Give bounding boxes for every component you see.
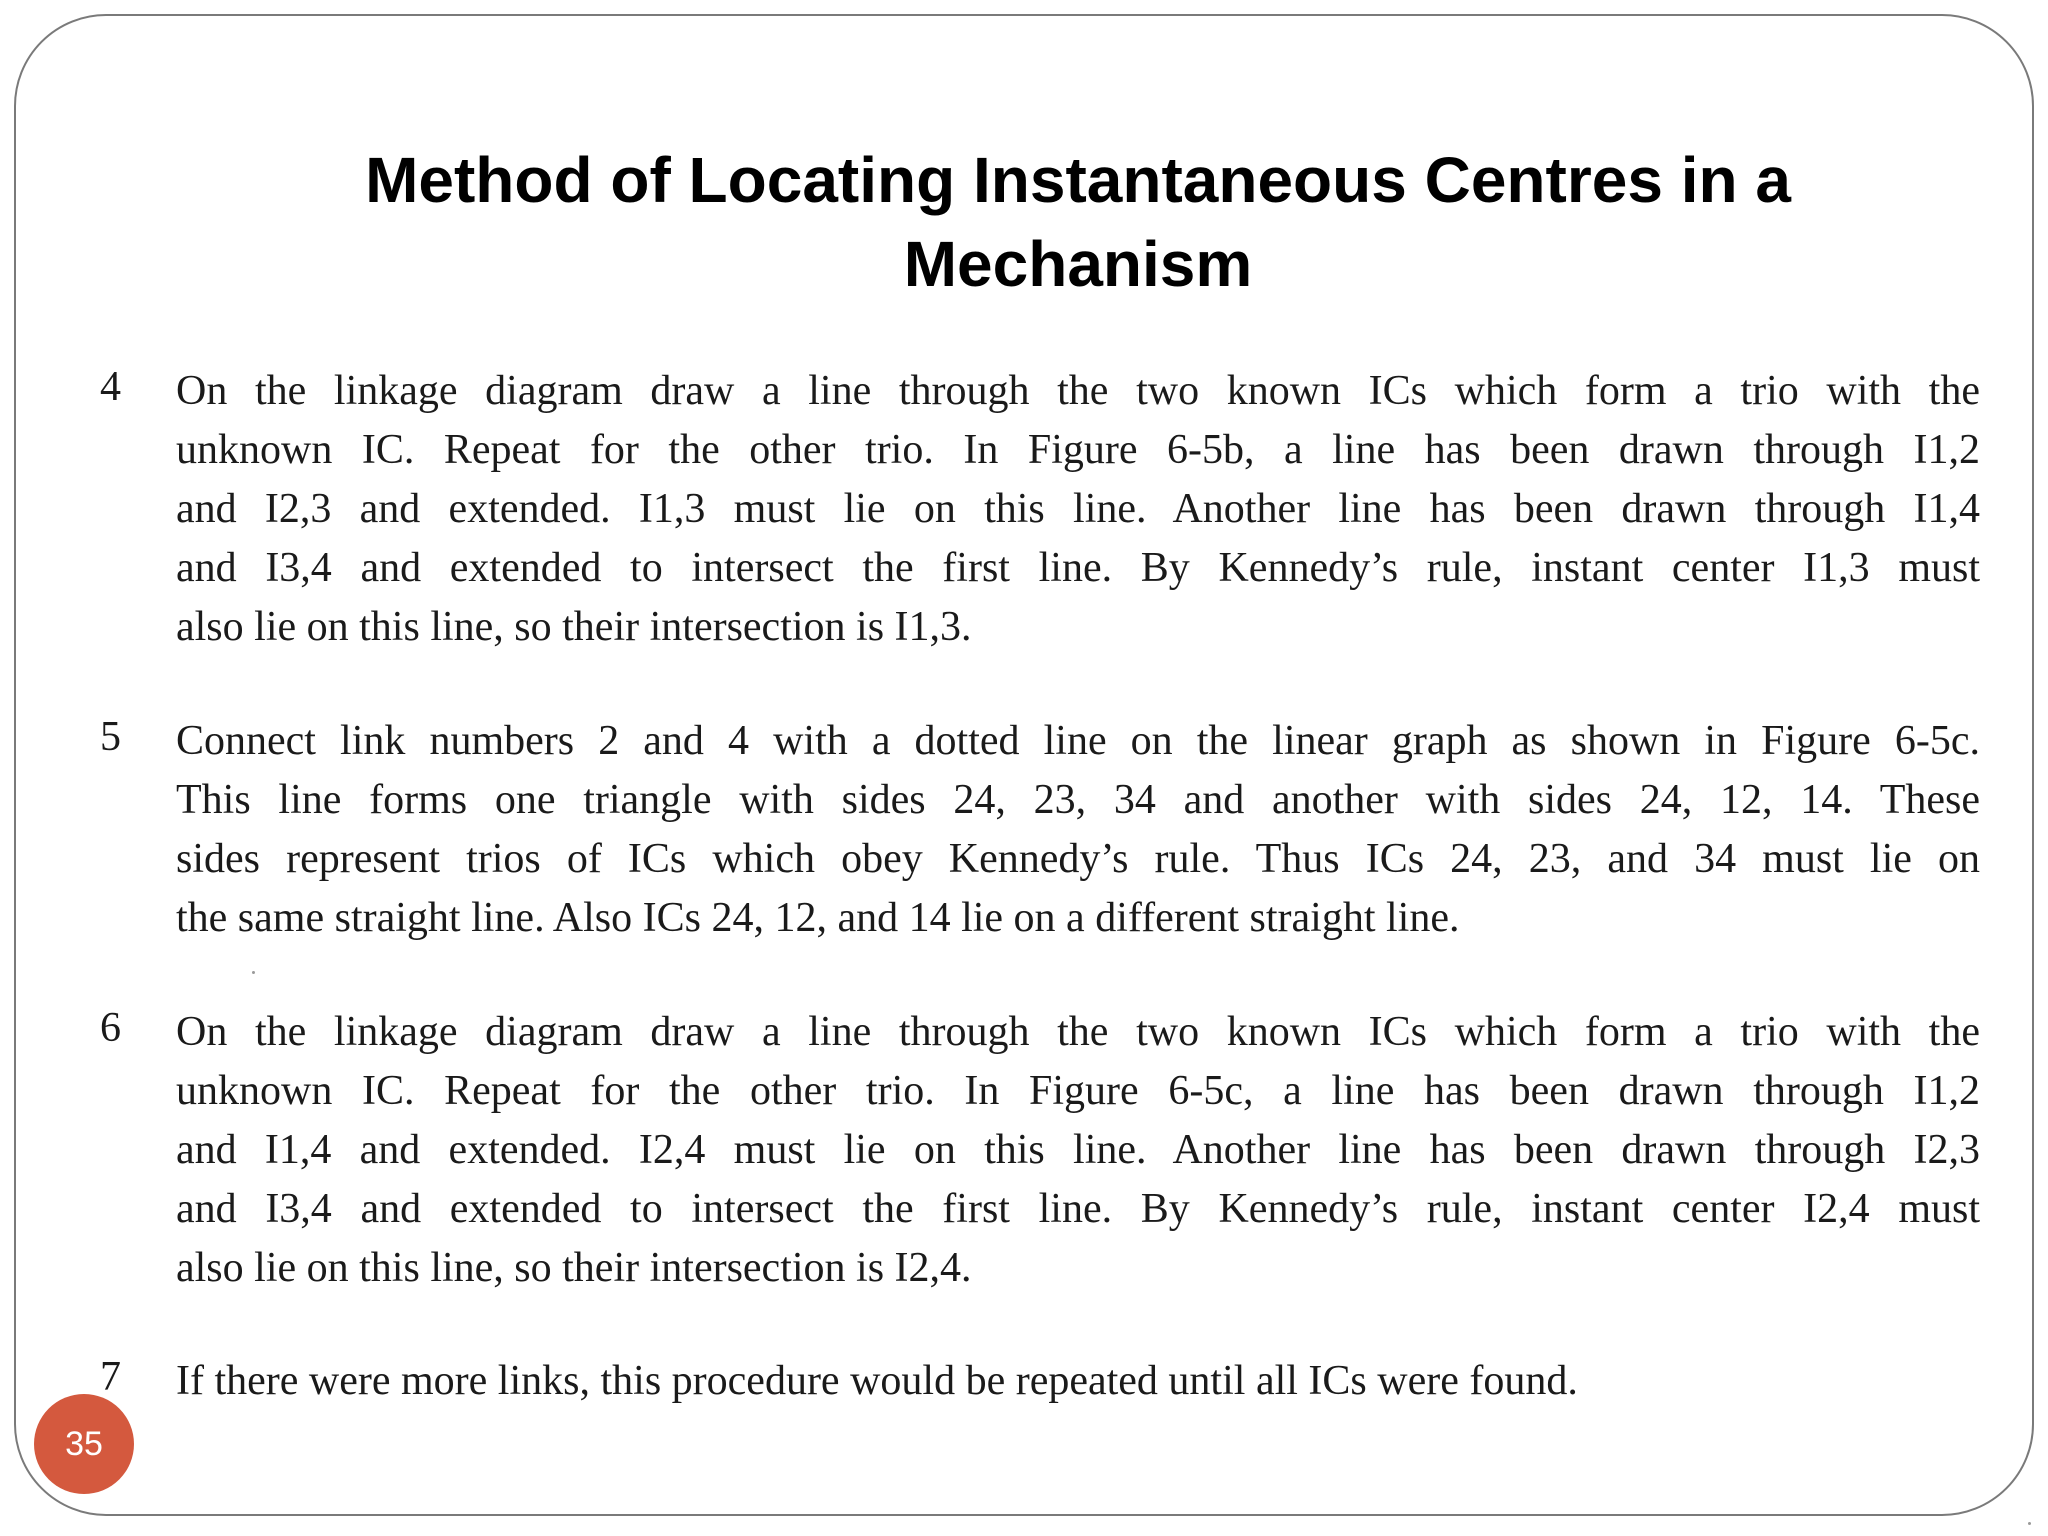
slide-title: Method of Locating Instantaneous Centres in a Mechanism <box>365 144 1791 300</box>
text-line: and I3,4 and extended to intersect the first line. By Kennedy’s rule, instant center I2,4 must <box>176 1186 1980 1232</box>
scan-speck <box>252 971 255 974</box>
paragraph-number: 7 <box>100 1354 121 1400</box>
text-line: unknown IC. Repeat for the other trio. In Figure 6-5b, a line has been drawn through I1,2 <box>176 427 1980 473</box>
paragraph-number: 5 <box>100 714 121 760</box>
text-line: On the linkage diagram draw a line through the two known ICs which form a trio with the <box>176 368 1980 414</box>
scan-speck <box>2028 1522 2031 1525</box>
text-line: also lie on this line, so their intersection is I1,3. <box>176 604 972 650</box>
paragraph-number: 4 <box>100 364 121 410</box>
text-line: and I3,4 and extended to intersect the first line. By Kennedy’s rule, instant center I1,3 must <box>176 545 1980 591</box>
text-line: sides represent trios of ICs which obey Kennedy’s rule. Thus ICs 24, 23, and 34 must lie on <box>176 836 1980 882</box>
text-line: and I2,3 and extended. I1,3 must lie on this line. Another line has been drawn through I1,4 <box>176 486 1980 532</box>
text-line: and I1,4 and extended. I2,4 must lie on this line. Another line has been drawn through I2,3 <box>176 1127 1980 1173</box>
text-line: On the linkage diagram draw a line through the two known ICs which form a trio with the <box>176 1009 1980 1055</box>
page-number-badge: 35 <box>34 1394 134 1494</box>
text-line: If there were more links, this procedure would be repeated until all ICs were found. <box>176 1358 1578 1404</box>
text-line: Connect link numbers 2 and 4 with a dotted line on the linear graph as shown in Figure 6-5c. <box>176 718 1980 764</box>
text-line: This line forms one triangle with sides 24, 23, 34 and another with sides 24, 12, 14. These <box>176 777 1980 823</box>
text-line: unknown IC. Repeat for the other trio. In Figure 6-5c, a line has been drawn through I1,2 <box>176 1068 1980 1114</box>
text-line: also lie on this line, so their intersection is I2,4. <box>176 1245 972 1291</box>
text-line: the same straight line. Also ICs 24, 12, and 14 lie on a different straight line. <box>176 895 1460 941</box>
paragraph-number: 6 <box>100 1005 121 1051</box>
